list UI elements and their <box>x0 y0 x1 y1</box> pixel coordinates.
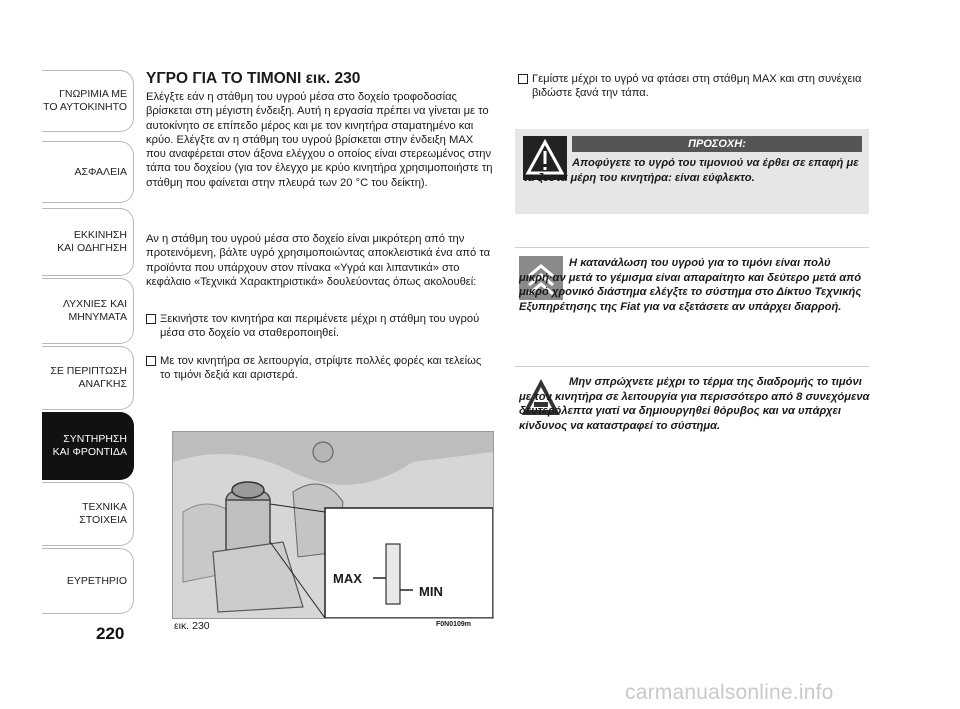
list-item <box>146 354 494 383</box>
list-item-text: Γεμίστε μέχρι το υγρό να φτάσει στη στάθμη MAX και στη συνέχεια βιδώστε ξανά την τάπα. <box>532 73 862 100</box>
paragraph-topup: Αν η στάθμη του υγρού μέσα στο δοχείο είναι μικρότερη από την προτεινόμενη, βάλτε υγρό χρησιμοποιώντας αποκλειστικά ένα από τα προϊόντα που υπάρχουν στον πίνακα «Υγρά και λιπαντικά» στο κεφάλαιο «Τεχνικά Χαρακτηριστικά» δουλεύοντας όπως ακολουθεί: <box>146 233 491 288</box>
engine-reservoir-figure <box>172 431 494 619</box>
checkbox-bullet-icon <box>518 74 528 84</box>
note-consumption: Η κατανάλωση του υγρού για το τιμόνι είναι πολύ μικρή·αν μετά το γέμισμα είναι απαραίτητο και δεύτερο μετά από μικρό χρονικό διάστημα ελέγξτε το σύστημα στο Δίκτυο Τεχνικής Εξυπηρέτησης της Fiat για να εξετάσετε αν υπάρχει διαρροή. <box>519 257 862 313</box>
divider <box>515 366 869 367</box>
watermark: carmanualsonline.info <box>625 681 834 704</box>
tab-emergency[interactable]: ΣΕ ΠΕΡΙΠΤΩΣΗ ΑΝΑΓΚΗΣ <box>42 346 134 410</box>
list-item-text: Ξεκινήστε τον κινητήρα και περιμένετε μέχρι η στάθμη του υγρού μέσα στο δοχείο να σταθεροποιηθεί. <box>160 313 480 340</box>
tab-knowing-car[interactable]: ΓΝΩΡΙΜΙΑ ΜΕ ΤΟ ΑΥΤΟΚΙΝΗΤΟ <box>42 70 134 132</box>
tab-warning-lights[interactable]: ΛΥΧΝΙΕΣ ΚΑΙ ΜΗΝΥΜΑΤΑ <box>42 278 134 344</box>
reservoir-illustration <box>173 432 493 618</box>
warning-header: ΠΡΟΣΟΧΗ: <box>572 136 862 152</box>
figure-caption: εικ. 230 <box>174 620 210 632</box>
tab-index[interactable]: ΕΥΡΕΤΗΡΙΟ <box>42 548 134 614</box>
section-title: ΥΓΡΟ ΓΙΑ ΤΟ ΤΙΜΟΝΙ εικ. 230 <box>146 70 361 87</box>
tab-maintenance[interactable]: ΣΥΝΤΗΡΗΣΗ ΚΑΙ ΦΡΟΝΤΙΔΑ <box>42 412 134 480</box>
tab-safety[interactable]: ΑΣΦΑΛΕΙΑ <box>42 141 134 203</box>
min-label: MIN <box>419 584 443 599</box>
note-steering-lock: Μην σπρώχνετε μέχρι το τέρμα της διαδρομής το τιμόνι με τον κινητήρα σε λειτουργία για περισσότερο από 8 συνεχόμενα δευτερόλεπτα γιατί να δημιουργηθεί θόρυβος και να υπάρχει κίνδυνος να καταστραφεί το σύστημα. <box>519 376 870 432</box>
list-item <box>518 72 878 101</box>
list-item-text: Με τον κινητήρα σε λειτουργία, στρίψτε πολλές φορές και τελείως το τιμόνι δεξιά και αριστερά. <box>160 355 482 382</box>
checkbox-bullet-icon <box>146 314 156 324</box>
paragraph-check-level: Ελέγξτε εάν η στάθμη του υγρού μέσα στο δοχείο τροφοδοσίας βρίσκεται στη μέγιστη ένδειξη. Αυτή η εργασία πρέπει να γίνεται με το αυτοκίνητο σε επίπεδο μέρος και με τον κινητήρα σταματημένο και κρύο. Ελέγξτε αν η στάθμη του υγρού βρίσκεται στην ένδειξη MAX που αναφέρεται στον άξονα ελέγχου ο οποίος είναι στερεωμένος στην τάπα του δοχείου (για τον έλεγχο με κρύο κινητήρα χρησιμοποιήστε τη στάθμη που φαίνεται στην πλευρά των 20 °C του δείκτη). <box>146 91 493 189</box>
divider <box>515 247 869 248</box>
tab-starting-driving[interactable]: ΕΚΚΙΝΗΣΗ ΚΑΙ ΟΔΗΓΗΣΗ <box>42 208 134 276</box>
figure-code: F0N0109m <box>436 621 472 628</box>
list-item <box>146 312 494 341</box>
page-number: 220 <box>96 624 125 643</box>
max-label: MAX <box>333 571 362 586</box>
tab-technical-data[interactable]: ΤΕΧΝΙΚΑ ΣΤΟΙΧΕΙΑ <box>42 482 134 546</box>
warning-text: Αποφύγετε το υγρό του τιμονιού να έρθει σε επαφή με τα ζεστά μέρη του κινητήρα: είναι εύφλεκτο. <box>523 157 859 184</box>
warning-box <box>515 129 869 214</box>
checkbox-bullet-icon <box>146 356 156 366</box>
